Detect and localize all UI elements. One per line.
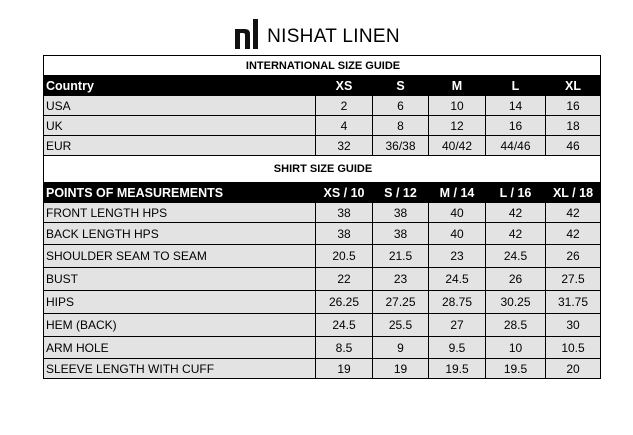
table-row: [44, 337, 601, 359]
size-cell: 16: [486, 116, 546, 136]
international-title-row: [44, 56, 601, 76]
value-cell: 23: [373, 268, 429, 291]
value-cell: 20: [546, 359, 601, 379]
column-header: Country: [44, 76, 316, 96]
value-cell: 20.5: [316, 245, 373, 268]
brand-logo: [0, 16, 633, 52]
size-cell: 32: [316, 136, 373, 156]
size-cell: 6: [373, 96, 429, 116]
size-cell: 44/46: [486, 136, 546, 156]
column-header: XS: [316, 76, 373, 96]
measurement-cell: ARM HOLE: [44, 337, 316, 359]
value-cell: 19: [373, 359, 429, 379]
value-cell: 21.5: [373, 245, 429, 268]
table-row: [44, 96, 601, 116]
table-row: [44, 245, 601, 268]
table-row: [44, 359, 601, 379]
value-cell: 38: [316, 203, 373, 223]
table-row: [44, 268, 601, 291]
value-cell: 24.5: [316, 314, 373, 337]
table-row: [44, 116, 601, 136]
value-cell: 19.5: [429, 359, 486, 379]
value-cell: 27: [429, 314, 486, 337]
size-cell: 14: [486, 96, 546, 116]
value-cell: 22: [316, 268, 373, 291]
column-header: L / 16: [486, 183, 546, 203]
size-cell: 2: [316, 96, 373, 116]
value-cell: 42: [546, 223, 601, 245]
value-cell: 40: [429, 203, 486, 223]
size-cell: 40/42: [429, 136, 486, 156]
measurement-cell: SHOULDER SEAM TO SEAM: [44, 245, 316, 268]
column-header: S: [373, 76, 429, 96]
value-cell: 28.75: [429, 291, 486, 314]
column-header: XS / 10: [316, 183, 373, 203]
value-cell: 19.5: [486, 359, 546, 379]
brand-name: NISHAT LINEN: [267, 26, 400, 47]
value-cell: 26.25: [316, 291, 373, 314]
value-cell: 38: [316, 223, 373, 245]
size-cell: 16: [546, 96, 601, 116]
value-cell: 9.5: [429, 337, 486, 359]
value-cell: 26: [486, 268, 546, 291]
shirt-title-row: [44, 156, 601, 183]
value-cell: 40: [429, 223, 486, 245]
column-header: XL / 18: [546, 183, 601, 203]
size-cell: 46: [546, 136, 601, 156]
table-row: [44, 223, 601, 245]
column-header: S / 12: [373, 183, 429, 203]
value-cell: 38: [373, 203, 429, 223]
column-header: XL: [546, 76, 601, 96]
size-cell: 36/38: [373, 136, 429, 156]
value-cell: 24.5: [486, 245, 546, 268]
table-row: [44, 314, 601, 337]
country-cell: USA: [44, 96, 316, 116]
measurement-cell: HEM (BACK): [44, 314, 316, 337]
value-cell: 10.5: [546, 337, 601, 359]
shirt-size-guide-title: SHIRT SIZE GUIDE: [44, 156, 601, 183]
value-cell: 42: [486, 223, 546, 245]
column-header: POINTS OF MEASUREMENTS: [44, 183, 316, 203]
size-cell: 10: [429, 96, 486, 116]
measurement-cell: BACK LENGTH HPS: [44, 223, 316, 245]
value-cell: 25.5: [373, 314, 429, 337]
column-header: M / 14: [429, 183, 486, 203]
size-cell: 18: [546, 116, 601, 136]
value-cell: 24.5: [429, 268, 486, 291]
value-cell: 42: [546, 203, 601, 223]
value-cell: 26: [546, 245, 601, 268]
table-row: [44, 203, 601, 223]
table-row: [44, 291, 601, 314]
measurement-cell: SLEEVE LENGTH WITH CUFF: [44, 359, 316, 379]
column-header: M: [429, 76, 486, 96]
value-cell: 30: [546, 314, 601, 337]
value-cell: 9: [373, 337, 429, 359]
size-cell: 12: [429, 116, 486, 136]
value-cell: 8.5: [316, 337, 373, 359]
country-cell: EUR: [44, 136, 316, 156]
column-header: L: [486, 76, 546, 96]
size-cell: 4: [316, 116, 373, 136]
shirt-header-row: [44, 183, 601, 203]
value-cell: 10: [486, 337, 546, 359]
size-guide-table: [43, 55, 601, 379]
value-cell: 23: [429, 245, 486, 268]
value-cell: 19: [316, 359, 373, 379]
value-cell: 28.5: [486, 314, 546, 337]
value-cell: 30.25: [486, 291, 546, 314]
value-cell: 27.25: [373, 291, 429, 314]
size-cell: 8: [373, 116, 429, 136]
measurement-cell: FRONT LENGTH HPS: [44, 203, 316, 223]
international-header-row: [44, 76, 601, 96]
nl-monogram-icon: [233, 17, 263, 51]
table-row: [44, 136, 601, 156]
value-cell: 42: [486, 203, 546, 223]
country-cell: UK: [44, 116, 316, 136]
measurement-cell: BUST: [44, 268, 316, 291]
international-size-guide-title: INTERNATIONAL SIZE GUIDE: [44, 56, 601, 76]
value-cell: 27.5: [546, 268, 601, 291]
value-cell: 31.75: [546, 291, 601, 314]
value-cell: 38: [373, 223, 429, 245]
measurement-cell: HIPS: [44, 291, 316, 314]
